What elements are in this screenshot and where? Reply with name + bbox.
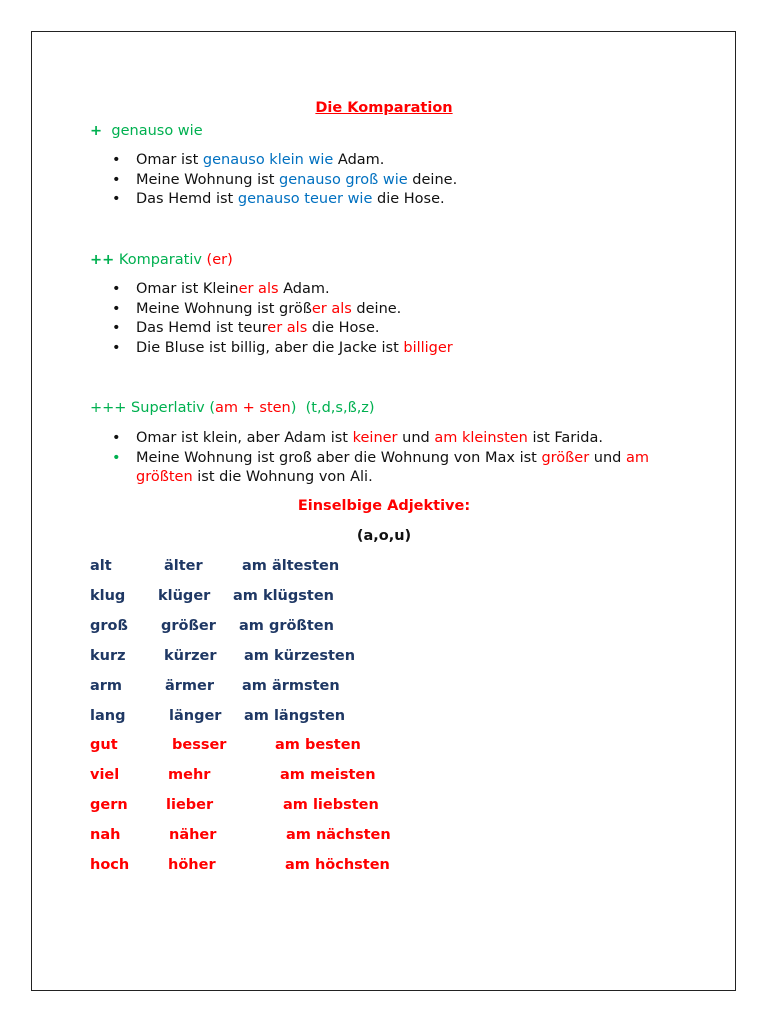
list-item: • Das Hemd ist teurer als die Hose.: [112, 319, 692, 339]
section-label: Komparativ: [114, 252, 207, 268]
section-genauso-heading: [90, 123, 203, 139]
plus-sign: +: [90, 123, 103, 139]
section-label: genauso wie: [111, 123, 203, 139]
adjective-row: klug klüger am klügsten: [90, 588, 334, 604]
document-title: Die Komparation: [315, 100, 453, 116]
adjective-row: viel mehr am meisten: [90, 767, 376, 783]
superlativ-list: [112, 429, 692, 488]
adjectives-heading: Einselbige Adjektive:: [297, 498, 471, 514]
adjective-row: groß größer am größten: [90, 618, 334, 634]
list-item: • Meine Wohnung ist größer als deine.: [112, 300, 692, 320]
adjective-row: arm ärmer am ärmsten: [90, 678, 340, 694]
list-item: • Meine Wohnung ist genauso groß wie deine.: [112, 171, 692, 191]
plus-plus-sign: ++: [90, 252, 115, 268]
adjective-row: kurz kürzer am kürzesten: [90, 648, 356, 664]
list-item: • Meine Wohnung ist groß aber die Wohnung von Max ist größer und am größten ist die Wohnung von Ali.: [112, 449, 692, 488]
list-item: • Omar ist Kleiner als Adam.: [112, 280, 692, 300]
section-suffix: (er): [206, 252, 233, 268]
genauso-list: [112, 151, 692, 210]
adjective-row: nah näher am nächsten: [90, 827, 391, 843]
section-label: +++ Superlativ (: [90, 400, 216, 416]
section-formula: am + sten: [215, 400, 291, 416]
section-komparativ-heading: [90, 252, 233, 268]
adjective-row: gut besser am besten: [90, 737, 361, 753]
list-item: • Die Bluse ist billig, aber die Jacke ist billiger: [112, 339, 692, 359]
adjective-row: hoch höher am höchsten: [90, 857, 390, 873]
list-item: • Omar ist klein, aber Adam ist keiner und am kleinsten ist Farida.: [112, 429, 692, 449]
adjective-row: alt älter am ältesten: [90, 558, 340, 574]
list-item: • Omar ist genauso klein wie Adam.: [112, 151, 692, 171]
list-item: • Das Hemd ist genauso teuer wie die Hose.: [112, 190, 692, 210]
section-superlativ-heading: +++ Superlativ (am + sten) (t,d,s,ß,z): [90, 400, 375, 416]
section-letters: (t,d,s,ß,z): [305, 400, 375, 416]
adjective-row: gern lieber am liebsten: [90, 797, 379, 813]
komparativ-list: [112, 280, 692, 358]
vowels-note: (a,o,u): [356, 528, 412, 544]
adjective-row: lang länger am längsten: [90, 708, 346, 724]
